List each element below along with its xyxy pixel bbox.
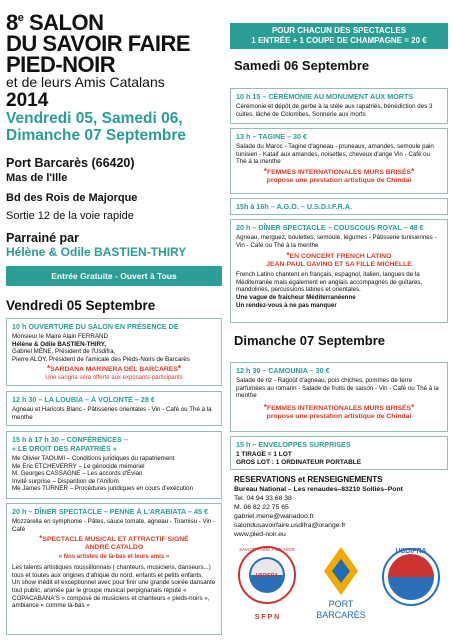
contact-website[interactable]: www.pied-noir.eu xyxy=(234,531,286,538)
star-icon: * xyxy=(39,534,43,544)
svg-text:SAVOIR FAIRE PIED-NOIR: SAVOIR FAIRE PIED-NOIR xyxy=(239,547,295,552)
sunday-envelopes-box xyxy=(230,436,448,470)
conference-item: Invité surprise – Disparition de l'Anifom xyxy=(12,477,119,485)
title-line-1: 8e SALON xyxy=(6,10,104,35)
saturday-dinner-title: 20 h – DÎNER SPECTACLE – COUSCOUS ROYAL – 48 € xyxy=(236,223,424,232)
sunday-envelopes-title: 15 h – ENVELOPPES SURPRISES xyxy=(236,440,351,449)
logos-row xyxy=(230,533,448,628)
saturday-ceremony-text: Cérémonie et dépôt de gerbe à la stèle aux rapatriés, bénédiction des 3 cuites, lâché de Colombes, Sonnerie aux morts xyxy=(236,103,433,118)
friday-conferences-box xyxy=(6,431,222,499)
saturday-dinner-text-4: Un rendez-vous à ne pas manquer xyxy=(236,301,337,309)
svg-text:PORT: PORT xyxy=(328,599,354,609)
friday-dinner-promo-sub: « Nos artistes de là-bas et leurs amis » xyxy=(58,554,170,561)
sunday-envelopes-line-2: GROS LOT : 1 ORDINATEUR PORTABLE xyxy=(236,458,362,466)
contact-email-2[interactable]: salondusavoirfaire.usdifra@orange.fr xyxy=(234,522,346,529)
star-icon: * xyxy=(177,364,181,374)
dates-line-1: Vendredi 05, Samedi 06, xyxy=(6,110,183,127)
friday-opening-line-2: Hélène & Odile BASTIEN-THIRY, xyxy=(12,340,106,348)
friday-dinner-promo-2: ANDRÉ CATALDO xyxy=(84,544,144,552)
contact-heading: RESERVATIONS et RENSEIGNEMENTS xyxy=(234,475,383,484)
friday-lunch-text: Agneau et Haricots Blanc - Pâtisseries orientales - Vin - Café ou Thé à la menthe xyxy=(12,406,212,421)
friday-opening-line-1: Monsieur le Maire Alain FERRAND xyxy=(12,333,108,340)
star-icon: * xyxy=(411,166,415,176)
sunday-lunch-box xyxy=(230,362,448,432)
friday-opening-line-3: Gabriel MÈNE, Président de l'Usdifra, xyxy=(12,348,116,356)
sunday-heading: Dimanche 07 Septembre xyxy=(234,333,386,348)
contact-mobile: M. 06 82 22 75 65 xyxy=(234,504,289,511)
conference-item: Me James TURNER – Procédures juridiques en cours d'exécution xyxy=(12,485,193,493)
saturday-dinner-text-2: French Latino chantent en français, espagnol, italien, langues de la Méditerranée mais également en anglais accompagnés de guitares, mandolines, percussions latines et orientales. xyxy=(236,271,423,294)
friday-opening-title: 10 h OUVERTURE DU SALON EN PRÉSENCE DE xyxy=(12,322,179,331)
svg-text:USDIFRA: USDIFRA xyxy=(395,548,427,555)
dates-line-2: Dimanche 07 Septembre xyxy=(6,127,187,144)
saturday-lunch-promo: *FEMMES INTERNATIONALES MURS BRISÉS* xyxy=(263,166,415,176)
friday-lunch-title: 12 h 30 – LA LOUBIA – À VOLONTÉ – 28 € xyxy=(12,395,155,404)
title-line-2: DU SAVOIR FAIRE xyxy=(6,31,191,56)
star-icon: * xyxy=(263,166,267,176)
svg-text:USDIFRA: USDIFRA xyxy=(255,573,279,579)
saturday-lunch-text: Salade du Maroc - Tagine d'agneau - pruneaux, amandes, semoule pain tunisien - Kataif aux amandes, noisettes, cheveux d'ange Vin - Café ou Thé à la menthe xyxy=(236,143,434,166)
star-icon: * xyxy=(46,364,51,374)
friday-opening-box xyxy=(6,318,222,386)
port-barcares-logo xyxy=(308,541,374,625)
conference-item: M. Georges CASSAGNE – Les accords d'Évian xyxy=(12,470,143,478)
friday-promo: *SARDANA MARINERA DEL BARCARES* xyxy=(46,364,181,374)
title-line-3: PIED-NOIR xyxy=(6,52,116,77)
sponsor-label: Parrainé par xyxy=(6,231,79,245)
conference-item: Me Eric ETCHEVERRY – Le génocide mémoriel xyxy=(12,462,145,470)
friday-dinner-promo: *SPECTACLE MUSICAL ET ATTRACTIF SIGNÉ xyxy=(39,534,189,544)
sponsor-names: Hélène & Odile BASTIEN-THIRY xyxy=(6,245,187,259)
sfpn-logo xyxy=(234,535,300,625)
star-icon: * xyxy=(263,402,267,412)
saturday-lunch-box xyxy=(230,128,448,194)
conferences-title-2: « LE DROIT DES RAPATRIÉS » xyxy=(12,444,117,453)
location-street: Bd des Rois de Majorque xyxy=(6,192,138,204)
saturday-dinner-box xyxy=(230,219,448,323)
saturday-dinner-text-3: Une vague de fraîcheur Méditerranéenne xyxy=(236,293,356,301)
saturday-lunch-title: 13 h – TAGINE – 30 € xyxy=(236,132,307,141)
champagne-banner-line-1: POUR CHACUN DES SPECTACLES xyxy=(271,26,407,35)
location-block xyxy=(6,156,222,223)
friday-dinner-title: 20 h – DÎNER SPECTACLE – PENNE À L'ARABIATA – 45 € xyxy=(12,507,208,516)
svg-text:S F P N: S F P N xyxy=(254,614,280,621)
location-exit: Sortie 12 de la voie rapide xyxy=(6,210,134,222)
title-subtitle: et de leurs Amis Catalans xyxy=(6,74,165,90)
saturday-ceremony-box xyxy=(230,88,448,124)
conference-item: Me Olivier TAOUMI – Conditions juridiques du rapatriement xyxy=(12,455,175,462)
saturday-dinner-promo-2: JEAN-PAUL GAVINO ET SA FILLE MICHELLE xyxy=(266,261,412,269)
friday-promo-sub: Une sangria sera offerte aux exposants-participants xyxy=(45,375,183,382)
location-city: Port Barcarès (66420) xyxy=(6,156,135,170)
saturday-ago-box xyxy=(230,198,448,215)
friday-dinner-text-3: Un show inédit et exceptionnel avec pour finir une grande soirée dansante tout public, animée par le groupe musical perpignanais réputé « COPACABANA'S » composé de musiciens et chanteurs « pieds-noirs », ambiance « comme là-bas » xyxy=(12,579,216,610)
friday-opening-line-4: Pierre ALOY, Président de l'amicale des Pieds-Noirs de Barcarès xyxy=(12,355,190,363)
left-column xyxy=(6,0,222,610)
friday-dinner-text-2: Les talents artistiques roussillonnais ( chanteurs, musiciens, danseurs...) tous et toutes aux origines d'afrique du nord, enfants et petits enfants. xyxy=(12,564,211,579)
sunday-lunch-promo: *FEMMES INTERNATIONALES MURS BRISÉS* xyxy=(263,402,415,412)
saturday-ceremony-title: 10 h 15 – CÉRÉMONIE AU MONUMENT AUX MORTS xyxy=(236,92,414,101)
saturday-dinner-promo: *EN CONCERT FRENCH LATINO xyxy=(286,251,392,261)
friday-dinner-box xyxy=(6,503,222,635)
sunday-lunch-text: Salade de riz - Ragoût d'agneau, pois chiches, pommes de terre parfumées au romarin - Salade de fruits de saison - Vin - Café ou Thé à la menthe xyxy=(236,377,439,400)
sunday-lunch-title: 12 h 30 – CAMOUNIA – 30 € xyxy=(236,366,330,375)
usdifra-logo xyxy=(378,535,444,625)
champagne-banner-line-2: 1 ENTRÉE + 1 COUPE DE CHAMPAGNE = 20 € xyxy=(251,36,427,45)
contact-tel: Tel. 04 94 33 68 38 xyxy=(234,495,292,502)
saturday-ago-title: 15h à 16h – A.G.O. – U.S.D.I.F.R.A. xyxy=(236,202,352,211)
saturday-dinner-text: Agneau, merguez, boulettes, semoule, légumes - Pâtisserie tunisiennes - Vin - Café ou Thé à la menthe xyxy=(236,234,437,249)
star-icon: * xyxy=(411,402,415,412)
friday-dinner-text: Mozzarella en symphonie - Pâtes, sauce tomate, agneau - Tiramisu - Vin - Café xyxy=(12,518,216,533)
location-place: Mas de l'Ille xyxy=(6,172,68,184)
title-year: 2014 xyxy=(6,90,49,111)
poster-title xyxy=(6,12,222,144)
contact-block xyxy=(234,475,448,539)
star-icon: * xyxy=(286,251,290,261)
sunday-envelopes-line-1: 1 TIRAGE = 1 LOT xyxy=(236,451,292,458)
svg-text:BARCARÈS: BARCARÈS xyxy=(316,610,366,620)
friday-heading: Vendredi 05 Septembre xyxy=(6,298,156,313)
sunday-lunch-promo-sub: propose une prestation artistique de Chindaï xyxy=(266,412,412,420)
conferences-title-1: 15 h à 17 h 30 – CONFÉRENCES – xyxy=(12,435,128,444)
saturday-lunch-promo-sub: propose une prestation artistique de Chindaï xyxy=(266,176,412,184)
contact-bureau: Bureau National – Les renaudes–83210 Solliès–Pont xyxy=(234,486,403,493)
contact-email-1[interactable]: gabriel.mene@wanadoo.fr xyxy=(234,513,314,520)
entry-banner: Entrée Gratuite - Ouvert à Tous xyxy=(6,266,222,286)
champagne-banner xyxy=(230,23,448,49)
friday-lunch-box xyxy=(6,391,222,426)
saturday-heading: Samedi 06 Septembre xyxy=(234,58,370,73)
